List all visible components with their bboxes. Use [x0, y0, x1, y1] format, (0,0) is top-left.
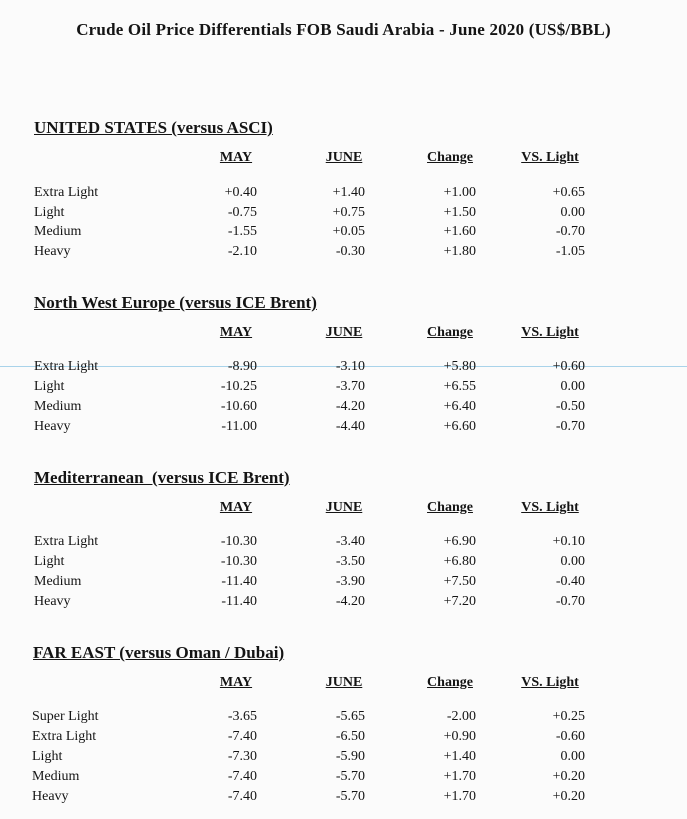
section-title: North West Europe (versus ICE Brent)	[34, 293, 317, 312]
change-value: +1.70	[443, 789, 476, 804]
grade-name: Extra Light	[34, 359, 99, 374]
june-value: -3.50	[335, 554, 365, 569]
vs-light-value: +0.25	[552, 709, 585, 724]
may-value: -3.65	[227, 709, 257, 724]
vs-light-value: +0.20	[552, 769, 585, 784]
column-header-vs-light: VS. Light	[521, 150, 579, 165]
may-value: -11.40	[221, 574, 257, 589]
vs-light-value: 0.00	[560, 379, 585, 394]
may-value: -8.90	[227, 359, 257, 374]
table-row	[0, 729, 687, 749]
table-row	[0, 224, 687, 244]
table-row	[0, 789, 687, 809]
may-value: -0.75	[227, 205, 257, 220]
may-value: -10.30	[220, 554, 257, 569]
table-row	[0, 574, 687, 594]
vs-light-value: +0.20	[552, 789, 585, 804]
change-value: +6.80	[443, 554, 476, 569]
page-title: Crude Oil Price Differentials FOB Saudi Arabia - June 2020 (US$/BBL)	[76, 20, 611, 39]
grade-name: Medium	[32, 769, 80, 784]
column-header-change: Change	[427, 675, 473, 690]
table-row	[0, 594, 687, 614]
table-row	[0, 534, 687, 554]
grade-name: Heavy	[34, 419, 71, 434]
table-row	[0, 419, 687, 439]
change-value: +1.50	[443, 205, 476, 220]
grade-name: Light	[34, 554, 65, 569]
june-value: -4.20	[335, 594, 365, 609]
table-row	[0, 709, 687, 729]
vs-light-value: +0.60	[552, 359, 585, 374]
june-value: -4.40	[335, 419, 365, 434]
june-value: -3.40	[335, 534, 365, 549]
table-row	[0, 379, 687, 399]
section-title: Mediterranean (versus ICE Brent)	[34, 468, 290, 487]
column-header-change: Change	[427, 325, 473, 340]
column-header-vs-light: VS. Light	[521, 675, 579, 690]
grade-name: Heavy	[34, 594, 71, 609]
change-value: +6.90	[443, 534, 476, 549]
change-value: +1.80	[443, 244, 476, 259]
grade-name: Heavy	[34, 244, 71, 259]
table-row	[0, 554, 687, 574]
grade-name: Extra Light	[34, 185, 99, 200]
change-value: +6.55	[443, 379, 476, 394]
vs-light-value: -0.70	[555, 419, 585, 434]
grade-name: Extra Light	[32, 729, 97, 744]
grade-name: Light	[32, 749, 63, 764]
grade-name: Medium	[34, 224, 82, 239]
column-header-june: JUNE	[325, 325, 363, 340]
june-value: -4.20	[335, 399, 365, 414]
may-value: -7.30	[227, 749, 257, 764]
june-value: -6.50	[335, 729, 365, 744]
vs-light-value: -0.70	[555, 224, 585, 239]
may-value: -10.25	[220, 379, 257, 394]
june-value: -5.70	[335, 769, 365, 784]
vs-light-value: -0.70	[555, 594, 585, 609]
grade-name: Extra Light	[34, 534, 99, 549]
june-value: +0.75	[332, 205, 365, 220]
change-value: +5.80	[443, 359, 476, 374]
table-row	[0, 185, 687, 205]
change-value: +1.60	[443, 224, 476, 239]
table-row	[0, 749, 687, 769]
grade-name: Light	[34, 205, 65, 220]
may-value: -1.55	[227, 224, 257, 239]
change-value: +0.90	[443, 729, 476, 744]
may-value: -7.40	[227, 769, 257, 784]
may-value: -11.00	[221, 419, 257, 434]
grade-name: Light	[34, 379, 65, 394]
section-title: UNITED STATES (versus ASCI)	[34, 118, 273, 137]
june-value: -5.65	[335, 709, 365, 724]
column-header-vs-light: VS. Light	[521, 325, 579, 340]
vs-light-value: -0.50	[555, 399, 585, 414]
june-value: -3.90	[335, 574, 365, 589]
table-row	[0, 205, 687, 225]
table-row	[0, 399, 687, 419]
vs-light-value: -1.05	[555, 244, 585, 259]
column-header-vs-light: VS. Light	[521, 500, 579, 515]
may-value: -2.10	[227, 244, 257, 259]
vs-light-value: +0.10	[552, 534, 585, 549]
change-value: -2.00	[446, 709, 476, 724]
column-header-change: Change	[427, 150, 473, 165]
june-value: -5.90	[335, 749, 365, 764]
column-header-june: JUNE	[325, 150, 363, 165]
table-row	[0, 769, 687, 789]
change-value: +7.20	[443, 594, 476, 609]
may-value: -7.40	[227, 789, 257, 804]
grade-name: Medium	[34, 399, 82, 414]
column-header-change: Change	[427, 500, 473, 515]
column-header-may: MAY	[219, 150, 253, 165]
column-header-june: JUNE	[325, 500, 363, 515]
grade-name: Heavy	[32, 789, 69, 804]
grade-name: Super Light	[32, 709, 99, 724]
may-value: -10.60	[220, 399, 257, 414]
june-value: +0.05	[332, 224, 365, 239]
may-value: -10.30	[220, 534, 257, 549]
grade-name: Medium	[34, 574, 82, 589]
section-title: FAR EAST (versus Oman / Dubai)	[33, 643, 285, 662]
june-value: -3.70	[335, 379, 365, 394]
table-row	[0, 359, 687, 379]
vs-light-value: -0.40	[555, 574, 585, 589]
change-value: +1.40	[443, 749, 476, 764]
change-value: +7.50	[443, 574, 476, 589]
column-header-may: MAY	[219, 500, 253, 515]
column-header-june: JUNE	[325, 675, 363, 690]
june-value: +1.40	[332, 185, 365, 200]
vs-light-value: +0.65	[552, 185, 585, 200]
may-value: +0.40	[224, 185, 257, 200]
change-value: +6.60	[443, 419, 476, 434]
may-value: -11.40	[221, 594, 257, 609]
june-value: -5.70	[335, 789, 365, 804]
change-value: +1.00	[443, 185, 476, 200]
change-value: +6.40	[443, 399, 476, 414]
column-header-may: MAY	[219, 675, 253, 690]
vs-light-value: 0.00	[560, 205, 585, 220]
vs-light-value: 0.00	[560, 554, 585, 569]
change-value: +1.70	[443, 769, 476, 784]
vs-light-value: -0.60	[555, 729, 585, 744]
table-row	[0, 244, 687, 264]
june-value: -0.30	[335, 244, 365, 259]
june-value: -3.10	[335, 359, 365, 374]
may-value: -7.40	[227, 729, 257, 744]
column-header-may: MAY	[219, 325, 253, 340]
vs-light-value: 0.00	[560, 749, 585, 764]
